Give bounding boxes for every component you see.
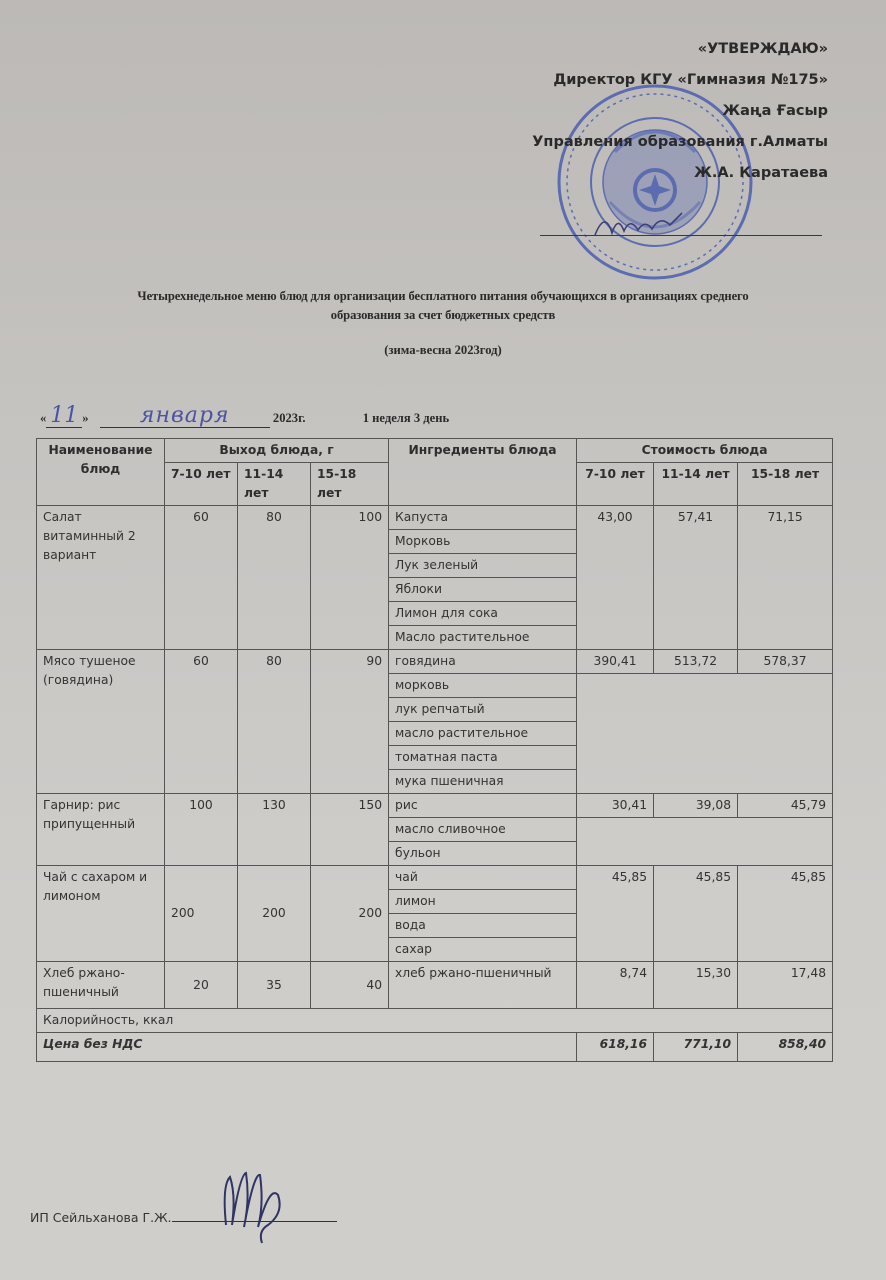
ingredient: лук репчатый xyxy=(389,698,577,722)
ingredient: вода xyxy=(389,914,577,938)
ingredient: Яблоки xyxy=(389,578,577,602)
cost-7-10: 45,85 xyxy=(577,866,654,962)
cost-7-10: 30,41 xyxy=(577,794,654,818)
ingredient: лимон xyxy=(389,890,577,914)
dish-name: Хлеб ржано-пшеничный xyxy=(37,962,165,1009)
total-7-10: 618,16 xyxy=(577,1033,654,1062)
date-day: 11 xyxy=(46,405,82,428)
cost-11-14: 45,85 xyxy=(654,866,738,962)
cost-empty-cell xyxy=(577,674,833,794)
ingredient: хлеб ржано-пшеничный xyxy=(389,962,577,1009)
cost-empty-cell xyxy=(577,818,833,866)
yield-15-18: 150 xyxy=(311,794,389,866)
yield-7-10: 60 xyxy=(165,650,238,794)
cost-15-18: 71,15 xyxy=(738,506,833,650)
cost-15-18: 45,79 xyxy=(738,794,833,818)
cost-7-10: 43,00 xyxy=(577,506,654,650)
date-month: января xyxy=(100,405,270,428)
date-line xyxy=(40,405,449,428)
ingredient: Морковь xyxy=(389,530,577,554)
cost-11-14: 513,72 xyxy=(654,650,738,674)
ingredient: говядина xyxy=(389,650,577,674)
yield-15-18: 200 xyxy=(311,866,389,962)
supplier-signature-icon xyxy=(218,1155,288,1245)
ingredient: бульон xyxy=(389,842,577,866)
supplier-signature xyxy=(30,1207,337,1225)
ingredient: Капуста xyxy=(389,506,577,530)
cost-15-18: 17,48 xyxy=(738,962,833,1009)
ingredient: масло растительное xyxy=(389,722,577,746)
ingredient: томатная паста xyxy=(389,746,577,770)
approval-heading: «УТВЕРЖДАЮ» xyxy=(697,41,828,57)
ingredient: Лимон для сока xyxy=(389,602,577,626)
yield-15-18: 100 xyxy=(311,506,389,650)
supplier-name: ИП Сейльханова Г.Ж. xyxy=(30,1210,172,1225)
approval-signatory: Ж.А. Каратаева xyxy=(694,165,828,181)
calories-row xyxy=(37,1009,833,1033)
table-row xyxy=(37,962,833,1009)
ingredient: чай xyxy=(389,866,577,890)
header-cost-age-15-18: 15-18 лет xyxy=(738,463,833,506)
yield-11-14: 80 xyxy=(238,506,311,650)
header-cost-age-11-14: 11-14 лет xyxy=(654,463,738,506)
approval-block xyxy=(532,34,828,189)
header-yield: Выход блюда, г xyxy=(165,439,389,463)
total-row xyxy=(37,1033,833,1062)
approval-department: Управления образования г.Алматы xyxy=(532,134,828,150)
table-row xyxy=(37,866,833,890)
ingredient: сахар xyxy=(389,938,577,962)
title-line-1: Четырехнедельное меню блюд для организации бесплатного питания обучающихся в организациях среднего xyxy=(137,289,749,303)
week-day-label: 1 неделя 3 день xyxy=(362,411,450,425)
header-dish-name: Наименование блюд xyxy=(37,439,165,506)
header-ingredients: Ингредиенты блюда xyxy=(389,439,577,506)
cost-7-10: 390,41 xyxy=(577,650,654,674)
date-open-quote: « xyxy=(40,411,47,425)
total-15-18: 858,40 xyxy=(738,1033,833,1062)
yield-7-10: 20 xyxy=(165,962,238,1009)
cost-15-18: 578,37 xyxy=(738,650,833,674)
director-signature-icon xyxy=(590,205,690,245)
yield-11-14: 80 xyxy=(238,650,311,794)
ingredient: морковь xyxy=(389,674,577,698)
yield-7-10: 200 xyxy=(165,866,238,962)
header-yield-age-11-14: 11-14 лет xyxy=(238,463,311,506)
dish-name: Салат витаминный 2 вариант xyxy=(37,506,165,650)
cost-11-14: 15,30 xyxy=(654,962,738,1009)
title-line-2: образования за счет бюджетных средств xyxy=(330,308,556,322)
dish-name: Гарнир: рис припущенный xyxy=(37,794,165,866)
cost-7-10: 8,74 xyxy=(577,962,654,1009)
ingredient: масло сливочное xyxy=(389,818,577,842)
calories-label: Калорийность, ккал xyxy=(37,1009,833,1033)
table-header-row xyxy=(37,439,833,463)
ingredient: Лук зеленый xyxy=(389,554,577,578)
season-subtitle: (зима-весна 2023год) xyxy=(384,343,502,357)
yield-11-14: 35 xyxy=(238,962,311,1009)
total-11-14: 771,10 xyxy=(654,1033,738,1062)
yield-7-10: 100 xyxy=(165,794,238,866)
table-row xyxy=(37,650,833,674)
yield-7-10: 60 xyxy=(165,506,238,650)
header-cost: Стоимость блюда xyxy=(577,439,833,463)
table-row xyxy=(37,506,833,530)
ingredient: мука пшеничная xyxy=(389,770,577,794)
approval-director: Директор КГУ «Гимназия №175» xyxy=(553,72,828,88)
menu-table xyxy=(36,438,833,1062)
yield-15-18: 40 xyxy=(311,962,389,1009)
header-yield-age-7-10: 7-10 лет xyxy=(165,463,238,506)
header-cost-age-7-10: 7-10 лет xyxy=(577,463,654,506)
cost-11-14: 57,41 xyxy=(654,506,738,650)
approval-school-name: Жаңа Ғасыр xyxy=(722,103,828,119)
yield-11-14: 130 xyxy=(238,794,311,866)
total-label: Цена без НДС xyxy=(37,1033,577,1062)
cost-15-18: 45,85 xyxy=(738,866,833,962)
document-title xyxy=(30,287,856,325)
yield-11-14: 200 xyxy=(238,866,311,962)
dish-name: Мясо тушеное (говядина) xyxy=(37,650,165,794)
date-close-quote: » xyxy=(82,411,89,425)
table-row xyxy=(37,794,833,818)
cost-11-14: 39,08 xyxy=(654,794,738,818)
date-year: 2023г. xyxy=(272,411,306,425)
yield-15-18: 90 xyxy=(311,650,389,794)
header-yield-age-15-18: 15-18 лет xyxy=(311,463,389,506)
ingredient: рис xyxy=(389,794,577,818)
ingredient: Масло растительное xyxy=(389,626,577,650)
dish-name: Чай с сахаром и лимоном xyxy=(37,866,165,962)
